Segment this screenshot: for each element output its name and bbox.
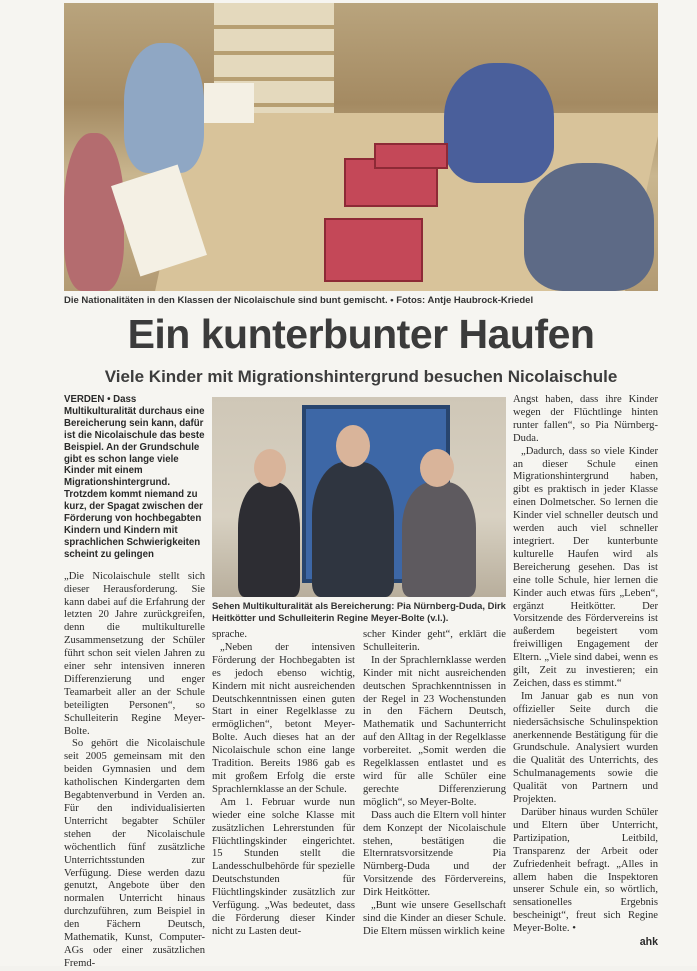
paper-shape xyxy=(204,83,254,123)
author-signature: ahk xyxy=(639,936,658,949)
paragraph: scher Kinder geht“, erklärt die Schulleiterin. xyxy=(363,629,506,653)
paragraph: In der Sprachlernklasse werden Kinder mit nicht ausreichenden deutschen Sprachkenntnissen in der Regel in 23 Wochenstunden in den Fächern Deutsch, Mathematik und Sachunterricht auf den Alltag in der Regelklasse vorbereitet. „Somit werden die Regelklassen entlastet und es wird für alle Schüler eine gerechte Differenzierung möglich“, so Meyer-Bolte. xyxy=(363,654,506,808)
article-headline: Ein kunterbunter Haufen xyxy=(127,311,595,357)
column-1 xyxy=(64,394,205,971)
paragraph: „Dadurch, dass so viele Kinder an dieser Schule einen Migrationshintergrund haben, gibt es praktisch in jeder Klasse einen Dolmetscher. So lernen die Kinder viel schneller deutsch und werden auch viel schneller integriert. Der kunterbunte kulturelle Haufen wird als Bereicherung gesehen. Das ist eine tolle Schule, hier lernen die Kinder auch etwas fürs „Leben“, ergänzt Heitkötter. Der Vorsitzende des Fördervereins ist außerdem begeistert vom freiwilligen Engagement der Eltern. „Viele sind dabei, wenn es gilt, Zeit zu investieren; ein Zeichen, dass es stimmt.“ xyxy=(513,445,658,689)
photo-caption-top: Die Nationalitäten in den Klassen der Nicolaischule sind bunt gemischt. • Fotos: Antje Haubrock-Kriedel xyxy=(64,295,534,306)
paragraph: Darüber hinaus wurden Schüler und Eltern über Unterricht, Partizipation, Leitbild, Transparenz der Arbeit oder Zufriedenheit befragt. „Alles in allem haben die Inspektoren unserer Schule ein, so wörtlich, sensationelles Ergebnis bescheinigt“, freut sich Regine Meyer-Bolte. • xyxy=(513,807,658,935)
article-subheadline: Viele Kinder mit Migrationshintergrund besuchen Nicolaischule xyxy=(104,367,618,386)
person-shape xyxy=(402,482,476,597)
child-shape xyxy=(524,163,654,291)
person-shape xyxy=(238,482,300,597)
paragraph: „Neben der intensiven Förderung der Hochbegabten ist es jedoch ebenso wichtig, Kindern mit nicht ausreichenden Deutschkenntnissen einen guten Start in einer Regelklasse zu ermöglichen“, betont Meyer-Bolte. Auch dieses hat an der Nicolaischule schon eine lange Tradition. Bereits 1986 gab es mit großem Erfolg die erste Sprachlernklasse an der Schule. xyxy=(212,641,355,795)
paragraph: So gehört die Nicolaischule seit 2005 gemeinsam mit den beiden Gymnasien und dem katholischen Kindergarten dem Begabtenverbund in Verden an. Für den individualisierten Unterricht begabter Schüler stehen der Nicolaischule wöchentlich fünf zusätzliche Unterrichtsstunden zur Verfügung. Diese werden dazu genutzt, Angebote über den normalen Unterricht hinaus durchzuführen, zum Beispiel in den Fächern Deutsch, Mathematik, Kunst, Computer-AGs oder einer zusätzlichen Fremd- xyxy=(64,738,205,969)
child-shape xyxy=(124,43,204,173)
head-shape xyxy=(254,449,286,487)
head-shape xyxy=(420,449,454,487)
paragraph: Dass auch die Eltern voll hinter dem Konzept der Nicolaischule stehen, bestätigen die Elternratsvorsitzende Pia Nürnberg-Duda und der Vorsitzende des Fördervereins, Dirk Heitkötter. xyxy=(363,809,506,899)
paragraph: Angst haben, dass ihre Kinder wegen der Flüchtlinge hinten runter fallen“, so Pia Nürnberg-Duda. xyxy=(513,394,658,444)
paragraph: „Bunt wie unsere Gesellschaft sind die Kinder an dieser Schule. Die Eltern müssen wirklich keine xyxy=(363,900,506,937)
lead-paragraph: VERDEN • Dass Multikulturalität durchaus eine Bereicherung sein kann, dafür ist die Nicolaischule das beste Beispiel. An der Grundschule gibt es schon lange viele Kinder mit einem Migrationshintergrund. Trotzdem kommt niemand zu kurz, der Spagat zwischen der Förderung von hochbegabten Kindern und Kindern mit sprachlichen Schwierigkeiten scheint zu gelingen xyxy=(64,394,205,560)
paragraph: „Die Nicolaischule stellt sich dieser Herausforderung. Sie kann dabei auf die Erfahrung der letzten 20 Jahre zurückgreifen, denn die multikulturelle Zusammensetzung der Schüler führt schon seit vielen Jahren zu einer sehr intensiven inneren Differenzierung und enger Teamarbeit aller an der Schule beteiligten Personen“, so Schulleiterin Regine Meyer-Bolte. xyxy=(64,570,205,737)
child-shape xyxy=(64,133,124,291)
pencil-case-shape xyxy=(324,218,423,282)
paragraph: Am 1. Februar wurde nun wieder eine solche Klasse mit zusätzlichen Lehrerstunden für Flüchtlingskinder eingerichtet. 15 Stunden stellt die Landesschulbehörde für spezielle Deutschstunden für Flüchtlingskinder zusätzlich zur Verfügung. „Was bedeutet, dass die Förderung dieser Kinder nicht zu Lasten deut- xyxy=(212,796,355,937)
child-shape xyxy=(444,63,554,183)
person-shape xyxy=(312,462,394,597)
paragraph: Im Januar gab es nun von offizieller Seite durch die niedersächsische Schulinspektion anerkennende Bestätigung für die Grundschule. Analysiert wurden die Qualität des Unterrichts, des Schulmanagements sowie die Qualität von Partnern und Projekten. xyxy=(513,690,658,806)
pencil-case-shape xyxy=(374,143,448,169)
classroom-photo xyxy=(64,3,658,291)
column-3 xyxy=(363,629,506,939)
column-4 xyxy=(513,394,658,950)
head-shape xyxy=(336,425,370,467)
paragraph: sprache. xyxy=(212,629,247,640)
portrait-photo xyxy=(212,397,506,597)
column-2 xyxy=(212,629,355,939)
photo-caption-middle: Sehen Multikulturalität als Bereicherung: Pia Nürnberg-Duda, Dirk Heitkötter und Schulleiterin Regine Meyer-Bolte (v.l.). xyxy=(212,600,506,623)
